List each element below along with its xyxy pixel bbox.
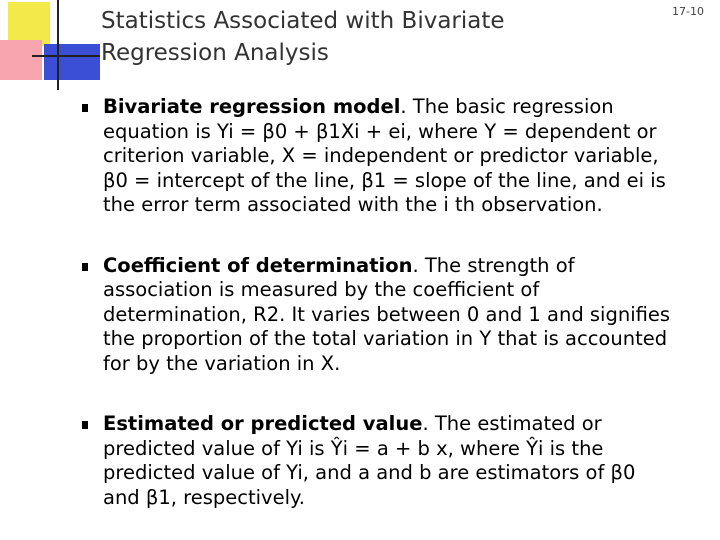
slide-logo-decoration <box>0 0 100 90</box>
bullet-marker <box>82 421 88 429</box>
slide-title-line-1: Statistics Associated with Bivariate <box>101 8 505 34</box>
bullet-lead: Coefficient of determination <box>103 253 413 277</box>
bullet-text: . The basic regression equation is Yi = β0 + β1Xi + ei, where Y = dependent or criterion variable, X = independent or predictor variable, β0 = intercept of the line, β1 = slope of the line, and ei is the error term associated with the i th observation. <box>103 95 666 216</box>
bullet-marker <box>82 104 88 112</box>
slide-title <box>101 5 505 69</box>
bullet-regression-model <box>82 95 672 218</box>
bullet-coefficient-of-determination <box>82 254 672 377</box>
bullet-marker <box>82 263 88 271</box>
slide-title-line-2: Regression Analysis <box>101 40 329 66</box>
bullet-lead: Bivariate regression model <box>103 95 401 118</box>
bullet-text: . The strength of association is measured by the coefficient of determination, R2. It varies between 0 and 1 and signifies the proportion of the total variation in Y that is accounted for by the variation in X. <box>103 253 671 375</box>
bullet-text: . The estimated or predicted value of Yi is Ŷi = a + b x, where Ŷi is the predicted value of Yi, and a and b are estimators of β0 and β1, respectively. <box>103 412 636 509</box>
page-number: 17-10 <box>672 5 704 18</box>
bullet-predicted-value <box>82 412 672 510</box>
bullet-lead: Estimated or predicted value <box>103 412 423 435</box>
bullet-list <box>82 95 672 510</box>
